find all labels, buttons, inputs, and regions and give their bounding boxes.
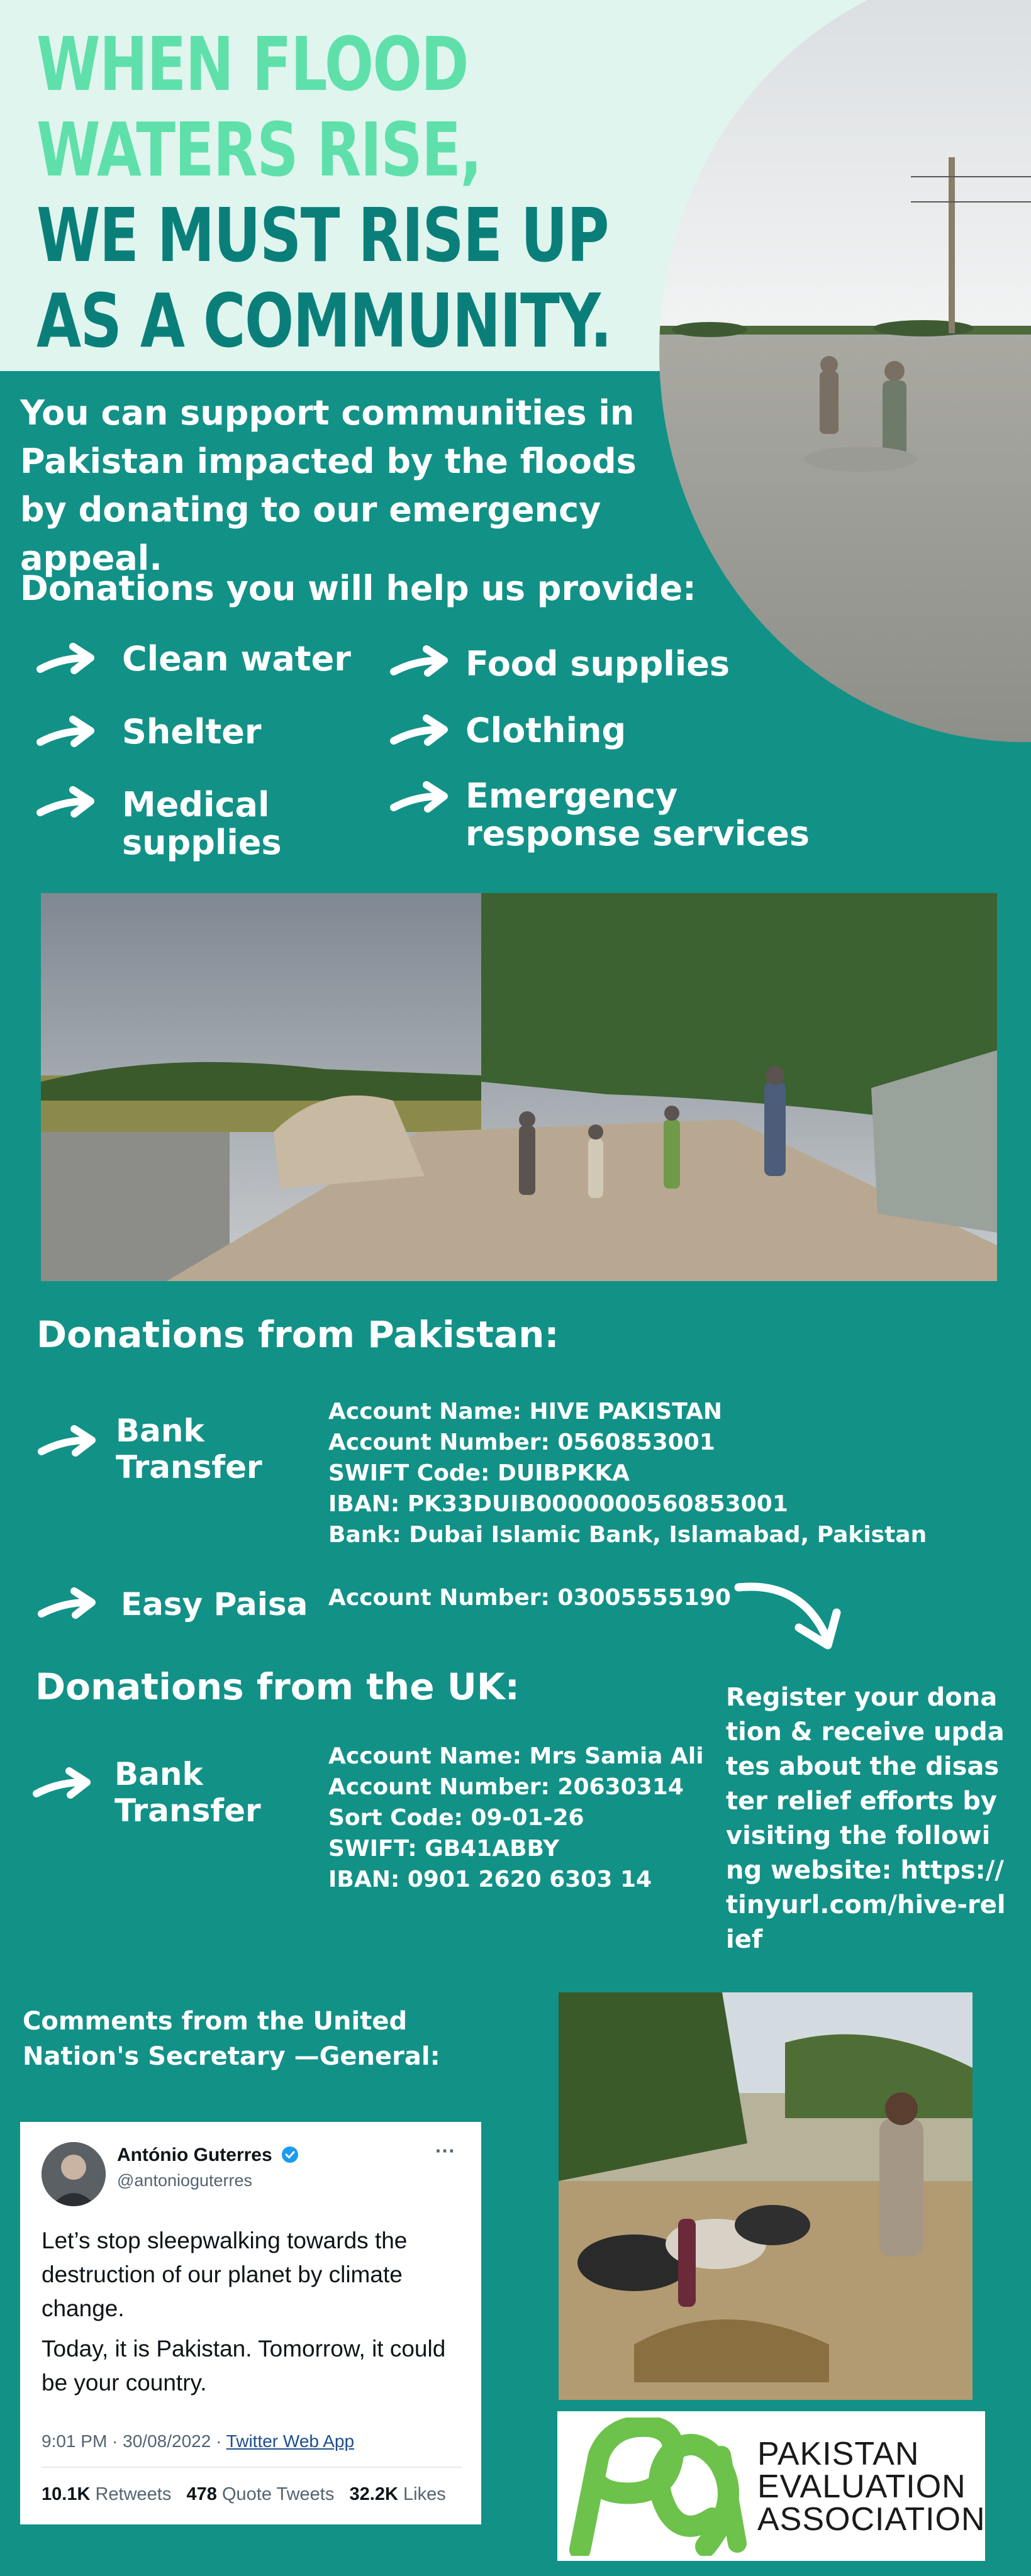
relief-camp-photo [41,893,997,1281]
quote-tweets-count[interactable]: 478 [186,2484,217,2504]
logo-line-2: EVALUATION [757,2468,966,2505]
verified-badge-icon [281,2146,299,2163]
help-item-emergency-response: Emergency response services [465,776,810,853]
arrow-right-icon [390,713,450,751]
iban: IBAN: 0901 2620 6303 14 [328,1867,652,1892]
register-text: Register your donation & receive updates about the disaster relief efforts by visiting the following website: https://tinyurl.com/hive-relief [726,1683,1006,1954]
arrow-right-icon [390,644,450,682]
easy-paisa-label: Easy Paisa [121,1586,308,1623]
pakistan-bank-transfer-label: Bank Transfer [116,1413,262,1485]
sort-code: Sort Code: 09-01-26 [328,1805,584,1831]
intro-text: You can support communities in Pakistan impacted by the floods by donating to our emergency appeal. [20,393,637,578]
help-heading: Donations you will help us provide: [20,569,696,608]
arrow-right-icon [390,780,450,818]
headline-line-3: WE MUST RISE UP [36,192,609,279]
arrow-right-icon [38,1586,98,1624]
arrow-right-icon [38,1424,98,1462]
help-item-shelter: Shelter [122,712,262,752]
retweets-label: Retweets [90,2484,172,2504]
arrow-right-icon [33,1766,93,1804]
tweet-card [20,2122,481,2524]
account-number: Account Number: 0560853001 [328,1430,715,1455]
uk-section-title: Donations from the UK: [35,1665,520,1708]
pakistan-bank-details [328,1396,957,1550]
arrow-right-icon [36,785,97,823]
bank-name: Bank: Dubai Islamic Bank, Islamabad, Pakistan [328,1522,927,1548]
likes-count[interactable]: 32.2K [349,2484,398,2504]
easy-paisa-account: Account Number: 03005555190 [328,1585,731,1611]
curved-arrow-down-icon [732,1575,845,1657]
help-item-clean-water: Clean water [122,639,351,679]
tweet-author-handle: @antonioguterres [117,2171,253,2190]
help-item-medical-supplies: Medical supplies [122,785,282,862]
logo-line-3: ASSOCIATION [757,2501,986,2538]
account-name: Account Name: HIVE PAKISTAN [328,1399,722,1424]
comments-heading: Comments from the United Nation's Secretary —General: [23,2007,440,2071]
pakistan-evaluation-association-logo [557,2411,985,2561]
pea-logo-icon [561,2418,750,2556]
tweet-timestamp: 9:01 PM · 30/08/2022 · [42,2431,226,2451]
swift-code: SWIFT: GB41ABBY [328,1836,560,1862]
tweet-text [42,2224,469,2400]
help-item-food-supplies: Food supplies [465,644,730,684]
headline-line-4: AS A COMMUNITY. [36,277,611,364]
iban: IBAN: PK33DUIB0000000560853001 [328,1491,788,1517]
arrow-right-icon [36,714,97,752]
help-item-clothing: Clothing [465,711,627,750]
account-number: Account Number: 20630314 [328,1774,684,1800]
divider [42,2467,462,2468]
flood-photo-circle [659,0,1031,742]
tweet-meta [42,2431,354,2451]
more-options-icon[interactable]: ··· [435,2140,455,2162]
uk-bank-transfer-label: Bank Transfer [114,1756,261,1829]
arrow-right-icon [36,641,97,679]
logo-line-1: PAKISTAN [757,2436,920,2472]
twitter-web-app-link[interactable]: Twitter Web App [226,2431,355,2451]
livestock-photo [559,1992,972,2400]
swift-code: SWIFT Code: DUIBPKKA [328,1460,630,1486]
tweet-paragraph-1: Let’s stop sleepwalking towards the destruction of our planet by climate change. [42,2228,408,2321]
logo-text [757,2438,986,2536]
tweet-paragraph-2: Today, it is Pakistan. Tomorrow, it could be your country. [42,2336,446,2396]
headline-line-1: WHEN FLOOD [36,21,469,108]
retweets-count[interactable]: 10.1K [42,2484,91,2504]
headline-line-2: WATERS RISE, [36,106,481,193]
quote-tweets-label: Quote Tweets [216,2484,335,2504]
tweet-stats [42,2484,446,2505]
pakistan-section-title: Donations from Pakistan: [36,1313,559,1356]
tweet-author-name: António Guterres [117,2145,299,2166]
headline [36,21,611,364]
likes-label: Likes [398,2484,446,2504]
account-name: Account Name: Mrs Samia Ali [328,1743,704,1769]
avatar [42,2142,106,2206]
uk-bank-details [328,1741,706,1895]
